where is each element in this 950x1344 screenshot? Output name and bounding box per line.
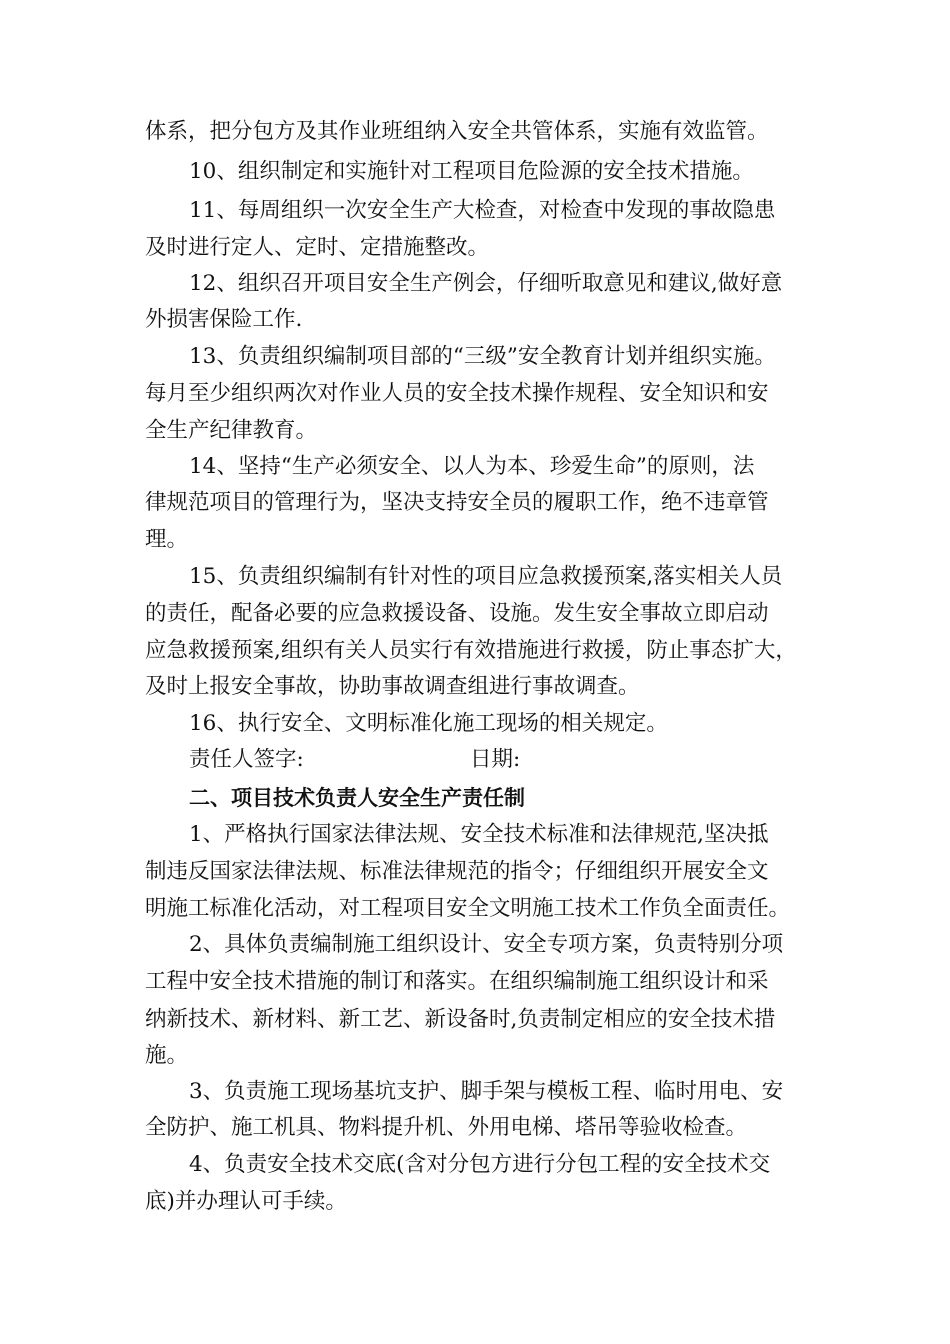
paragraph-line: 底)并办理认可手续。 [145, 1189, 347, 1214]
paragraph-line: 的责任，配备必要的应急救援设备、设施。发生安全事故立即启动 [145, 601, 769, 626]
section-heading: 二、项目技术负责人安全生产责任制 [189, 786, 525, 810]
paragraph-line: 3、负责施工现场基坑支护、脚手架与模板工程、临时用电、安 [189, 1079, 784, 1104]
paragraph-line: 及时上报安全事故，协助事故调查组进行事故调查。 [145, 674, 640, 699]
date-label: 日期: [470, 747, 521, 772]
paragraph-line: 明施工标准化活动，对工程项目安全文明施工技术工作负全面责任。 [145, 896, 791, 921]
paragraph-line: 制违反国家法律法规、标准法律规范的指令；仔细组织开展安全文 [145, 859, 769, 884]
paragraph-line: 工程中安全技术措施的制订和落实。在组织编制施工组织设计和采 [145, 969, 769, 994]
paragraph-line: 10、组织制定和实施针对工程项目危险源的安全技术措施。 [189, 159, 754, 184]
paragraph-line: 理。 [145, 527, 189, 552]
paragraph-line: 全防护、施工机具、物料提升机、外用电梯、塔吊等验收检查。 [145, 1115, 748, 1140]
paragraph-line: 应急救援预案,组织有关人员实行有效措施进行救援，防止事态扩大， [145, 638, 797, 663]
paragraph-line: 体系，把分包方及其作业班组纳入安全共管体系，实施有效监管。 [145, 119, 769, 144]
paragraph-line: 施。 [145, 1043, 189, 1068]
paragraph-line: 纳新技术、新材料、新工艺、新设备时,负责制定相应的安全技术措 [145, 1007, 776, 1032]
paragraph-line: 13、负责组织编制项目部的“三级”安全教育计划并组织实施。 [189, 344, 776, 369]
paragraph-line: 4、负责安全技术交底(含对分包方进行分包工程的安全技术交 [189, 1152, 771, 1177]
paragraph-line: 14、坚持“生产必须安全、以人为本、珍爱生命”的原则，法 [189, 454, 755, 479]
paragraph-line: 全生产纪律教育。 [145, 418, 318, 443]
paragraph-line: 16、执行安全、文明标准化施工现场的相关规定。 [189, 711, 668, 736]
paragraph-line: 外损害保险工作. [145, 307, 303, 332]
signature-row [0, 745, 950, 775]
paragraph-line: 11、每周组织一次安全生产大检查，对检查中发现的事故隐患 [189, 198, 776, 223]
paragraph-line: 1、严格执行国家法律法规、安全技术标准和法律规范,坚决抵 [189, 822, 769, 847]
signer-label: 责任人签字: [189, 747, 304, 772]
paragraph-line: 及时进行定人、定时、定措施整改。 [145, 235, 490, 260]
paragraph-line: 2、具体负责编制施工组织设计、安全专项方案，负责特别分项 [189, 932, 784, 957]
paragraph-line: 每月至少组织两次对作业人员的安全技术操作规程、安全知识和安 [145, 381, 769, 406]
paragraph-line: 15、负责组织编制有针对性的项目应急救援预案,落实相关人员 [189, 564, 783, 589]
paragraph-line: 律规范项目的管理行为，坚决支持安全员的履职工作，绝不违章管 [145, 490, 769, 515]
paragraph-line: 12、组织召开项目安全生产例会，仔细听取意见和建议,做好意 [189, 271, 783, 296]
